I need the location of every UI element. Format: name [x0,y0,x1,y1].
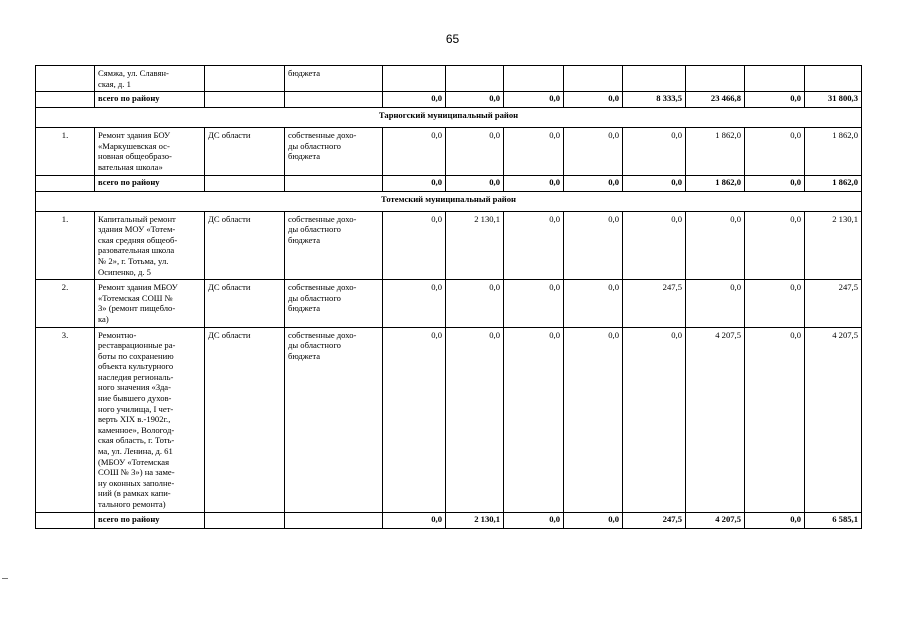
value-cell: 0,0 [564,92,623,108]
table-row [36,211,862,280]
value-cell: 0,0 [383,280,446,327]
value-cell: 0,0 [446,280,504,327]
object-name-cell: Сямжа, ул. Славян- ская, д. 1 [95,66,205,92]
value-cell: 4 207,5 [805,327,862,512]
value-cell: 0,0 [383,211,446,280]
income-cell: собственные дохо- ды областного бюджета [285,327,383,512]
value-cell: 0,0 [383,327,446,512]
value-cell: 0,0 [383,512,446,528]
total-label: всего по району [95,175,205,191]
row-number-cell: 3. [36,327,95,512]
value-cell: 0,0 [504,280,564,327]
value-cell: 1 862,0 [686,128,745,175]
value-cell: 0,0 [623,128,686,175]
object-name-cell: Ремонт здания МБОУ «Тотемская СОШ № 3» (ремонт пищебло- ка) [95,280,205,327]
value-cell [805,66,862,92]
row-number-cell: 1. [36,211,95,280]
value-cell [383,66,446,92]
source-cell [205,92,285,108]
row-number-cell [36,92,95,108]
value-cell: 0,0 [564,211,623,280]
section-row [36,191,862,211]
value-cell: 6 585,1 [805,512,862,528]
value-cell: 0,0 [383,128,446,175]
source-cell [205,512,285,528]
value-cell [446,66,504,92]
table-row [36,327,862,512]
value-cell [623,66,686,92]
value-cell: 0,0 [623,175,686,191]
value-cell: 1 862,0 [805,175,862,191]
source-cell [205,175,285,191]
value-cell: 2 130,1 [446,512,504,528]
source-cell: ДС области [205,280,285,327]
value-cell: 0,0 [383,92,446,108]
value-cell: 31 800,3 [805,92,862,108]
value-cell: 0,0 [745,128,805,175]
value-cell: 0,0 [745,92,805,108]
value-cell: 1 862,0 [805,128,862,175]
value-cell: 0,0 [564,327,623,512]
value-cell: 0,0 [446,327,504,512]
district-heading: Тарногский муниципальный район [36,108,862,128]
value-cell: 4 207,5 [686,512,745,528]
value-cell [504,66,564,92]
value-cell: 0,0 [623,211,686,280]
margin-mark [2,578,8,579]
total-label: всего по району [95,512,205,528]
value-cell: 247,5 [623,512,686,528]
row-number-cell [36,66,95,92]
budget-table [35,65,862,529]
value-cell: 0,0 [446,128,504,175]
value-cell: 0,0 [745,512,805,528]
total-row [36,175,862,191]
source-cell [205,66,285,92]
source-cell: ДС области [205,211,285,280]
value-cell: 0,0 [504,327,564,512]
income-cell: собственные дохо- ды областного бюджета [285,280,383,327]
value-cell: 0,0 [623,327,686,512]
object-name-cell: Ремонтно- реставрационные ра- боты по сохранению объекта культурного наследия региональ- ного значения «Зда- ние бывшего духов- ного училища, I чет- верть XIX в.-1902г., каменное», Вологод- ская область, г. Тоть- ма, ул. Ленина, д. 61 (МБОУ «Тотемская СОШ № 3») на заме- ну оконных заполне- ний (в рамках капи- тального ремонта) [95,327,205,512]
source-cell: ДС области [205,327,285,512]
value-cell: 0,0 [564,128,623,175]
value-cell: 247,5 [805,280,862,327]
object-name-cell: Капитальный ремонт здания МОУ «Тотем- ская средняя общеоб- разовательная школа № 2», г. Тотьма, ул. Осипенко, д. 5 [95,211,205,280]
value-cell [686,66,745,92]
value-cell: 1 862,0 [686,175,745,191]
value-cell: 23 466,8 [686,92,745,108]
value-cell: 0,0 [564,280,623,327]
district-heading: Тотемский муниципальный район [36,191,862,211]
total-row [36,92,862,108]
row-number-cell: 1. [36,128,95,175]
value-cell: 0,0 [745,280,805,327]
value-cell: 0,0 [446,92,504,108]
value-cell: 0,0 [504,92,564,108]
section-row [36,108,862,128]
page-number: 65 [445,32,460,46]
income-cell [285,175,383,191]
row-number-cell: 2. [36,280,95,327]
income-cell [285,92,383,108]
value-cell [745,66,805,92]
value-cell [564,66,623,92]
table-row [36,128,862,175]
value-cell: 0,0 [564,175,623,191]
value-cell: 2 130,1 [446,211,504,280]
value-cell: 0,0 [383,175,446,191]
table-row [36,280,862,327]
value-cell: 0,0 [686,211,745,280]
value-cell: 0,0 [446,175,504,191]
value-cell: 0,0 [504,175,564,191]
row-number-cell [36,175,95,191]
value-cell: 8 333,5 [623,92,686,108]
total-label: всего по району [95,92,205,108]
value-cell: 0,0 [745,175,805,191]
income-cell: собственные дохо- ды областного бюджета [285,128,383,175]
object-name-cell: Ремонт здания БОУ «Маркушевская ос- новная общеобразо- вательная школа» [95,128,205,175]
row-number-cell [36,512,95,528]
income-cell: собственные дохо- ды областного бюджета [285,211,383,280]
income-cell: бюджета [285,66,383,92]
table-row [36,66,862,92]
value-cell: 2 130,1 [805,211,862,280]
income-cell [285,512,383,528]
value-cell: 0,0 [504,128,564,175]
value-cell: 0,0 [504,211,564,280]
value-cell: 0,0 [745,211,805,280]
value-cell: 0,0 [745,327,805,512]
value-cell: 0,0 [504,512,564,528]
value-cell: 0,0 [564,512,623,528]
value-cell: 0,0 [686,280,745,327]
value-cell: 4 207,5 [686,327,745,512]
total-row [36,512,862,528]
value-cell: 247,5 [623,280,686,327]
source-cell: ДС области [205,128,285,175]
